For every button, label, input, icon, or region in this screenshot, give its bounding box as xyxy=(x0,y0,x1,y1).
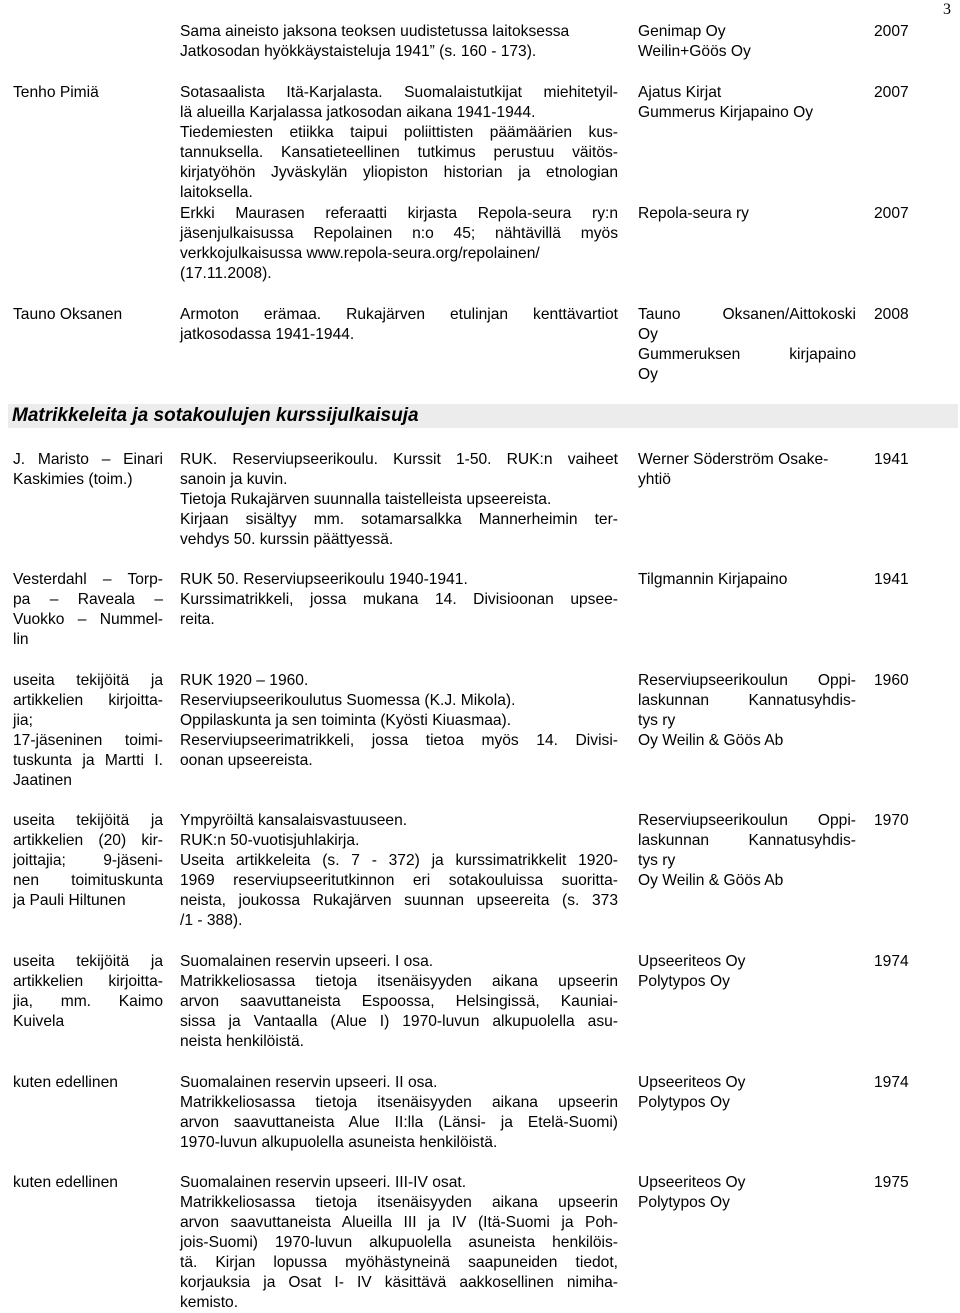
entry-year: 1941 xyxy=(874,451,909,468)
entry-description: Sotasaalista Itä-Karjalasta. Suomalaistutkijat miehitetyil- lä alueilla Karjalassa jatkosodan aikana 1941-1944. Tiedemiesten etiikka taipui poliittisten päämäärien kus- tannuksella. Kansatieteellinen tutkimus perustuu väitös- kirjatyöhön Jyväskylän yliopiston historian ja etnologian laitoksella. xyxy=(180,84,618,201)
entry-author: kuten edellinen xyxy=(13,1074,118,1091)
entry-publisher: Upseeriteos Oy Polytypos Oy xyxy=(638,953,746,990)
entry-description: Suomalainen reservin upseeri. II osa. Matrikkeliosassa tietoja itsenäisyyden aikana upseerin arvon saavuttaneista Alue II:lla (Länsi- ja Etelä-Suomi) 1970-luvun alkupuolella asuneista henkilöistä. xyxy=(180,1074,618,1151)
entry-description: RUK 50. Reserviupseerikoulu 1940-1941. Kurssimatrikkeli, jossa mukana 14. Divisioonan upsee- reita. xyxy=(180,571,618,628)
entry-author: useita tekijöitä ja artikkelien kirjoitta- jia; 17-jäseninen toimi- tuskunta ja Martti I. Jaatinen xyxy=(13,672,163,789)
entry-publisher: Tauno Oksanen/Aittokoski Oy Gummeruksen kirjapaino Oy xyxy=(638,306,856,383)
entry-year: 2007 xyxy=(874,205,909,222)
entry-author: Tenho Pimiä xyxy=(13,84,99,101)
entry-year: 2008 xyxy=(874,306,909,323)
entry-description: Sama aineisto jaksona teoksen uudistetussa laitoksessa Jatkosodan hyökkäystaisteluja 1941” (s. 160 - 173). xyxy=(180,23,570,60)
entry-author: useita tekijöitä ja artikkelien (20) kir- joittajia; 9-jäseni- nen toimituskunta ja Pauli Hiltunen xyxy=(13,812,163,909)
entry-description: Suomalainen reservin upseeri. III-IV osat. Matrikkeliosassa tietoja itsenäisyyden aikana upseerin arvon saavuttaneista Alueilla III ja IV (Itä-Suomi ja Poh- jois-Suomi) 1970-luvun alkupuolella asuneista henkilöis- tä. Kirjan lopussa myöhästyneinä saapuneiden tiedot, korjauksia ja Osat I- IV käsittävä aakkosellinen nimiha- kemisto. xyxy=(180,1174,618,1311)
entry-publisher: Genimap Oy Weilin+Göös Oy xyxy=(638,23,751,60)
entry-publisher: Ajatus Kirjat Gummerus Kirjapaino Oy xyxy=(638,84,814,121)
entry-year: 1975 xyxy=(874,1174,909,1191)
entry-year: 1960 xyxy=(874,672,909,689)
entry-description: Suomalainen reservin upseeri. I osa. Matrikkeliosassa tietoja itsenäisyyden aikana upseerin arvon saavuttaneista Espoossa, Helsingissä, Kauniai- sissa ja Vantaalla (Alue I) 1970-luvun alkupuolella asu- neista henkilöistä. xyxy=(180,953,618,1050)
entry-author: Vesterdahl – Torp- pa – Raveala – Vuokko – Nummel- lin xyxy=(13,571,163,648)
entry-author: kuten edellinen xyxy=(13,1174,118,1191)
section-heading: Matrikkeleita ja sotakoulujen kurssijulkaisuja xyxy=(8,404,958,428)
entry-publisher: Upseeriteos Oy Polytypos Oy xyxy=(638,1174,746,1211)
entry-publisher: Upseeriteos Oy Polytypos Oy xyxy=(638,1074,746,1111)
entry-description: RUK 1920 – 1960. Reserviupseerikoulutus Suomessa (K.J. Mikola). Oppilaskunta ja sen toiminta (Kyösti Kiuasmaa). Reserviupseerimatrikkeli, jossa tietoa myös 14. Divisi- oonan upseereista. xyxy=(180,672,618,769)
entry-author: Tauno Oksanen xyxy=(13,306,123,323)
entry-description: Erkki Maurasen referaatti kirjasta Repola-seura ry:n jäsenjulkaisussa Repolainen n:o 45; nähtävillä myös verkkojulkaisussa www.repola-seura.org/repolainen/ (17.11.2008). xyxy=(180,205,618,282)
entry-year: 2007 xyxy=(874,84,909,101)
entry-year: 2007 xyxy=(874,23,909,40)
entry-year: 1974 xyxy=(874,953,909,970)
entry-year: 1970 xyxy=(874,812,909,829)
entry-author: J. Maristo – Einari Kaskimies (toim.) xyxy=(13,451,163,488)
entry-description: Armoton erämaa. Rukajärven etulinjan kenttävartiot jatkosodassa 1941-1944. xyxy=(180,306,618,343)
entry-description: RUK. Reserviupseerikoulu. Kurssit 1-50. RUK:n vaiheet sanoin ja kuvin. Tietoja Rukajärven suunnalla taistelleista upseereista. Kirjaan sisältyy mm. sotamarsalkka Mannerheimin ter- vehdys 50. kurssin päättyessä. xyxy=(180,451,618,548)
entry-publisher: Reserviupseerikoulun Oppi- laskunnan Kannatusyhdis- tys ry Oy Weilin & Göös Ab xyxy=(638,672,856,749)
entry-publisher: Reserviupseerikoulun Oppi- laskunnan Kannatusyhdis- tys ry Oy Weilin & Göös Ab xyxy=(638,812,856,889)
entry-author: useita tekijöitä ja artikkelien kirjoitta- jia, mm. Kaimo Kuivela xyxy=(13,953,163,1030)
entry-year: 1974 xyxy=(874,1074,909,1091)
entry-year: 1941 xyxy=(874,571,909,588)
entry-description: Ympyröiltä kansalaisvastuuseen. RUK:n 50-vuotisjuhlakirja. Useita artikkeleita (s. 7 - 372) ja kurssimatrikkelit 1920- 1969 reserviupseeritutkinnon eri sotakouluissa suoritta- neista, joukossa Rukajärven suunnan upseereita (s. 373 /1 - 388). xyxy=(180,812,618,929)
page-number: 3 xyxy=(943,1,951,18)
entry-publisher: Werner Söderström Osake- yhtiö xyxy=(638,451,829,488)
entry-publisher: Tilgmannin Kirjapaino xyxy=(638,571,788,588)
entry-publisher: Repola-seura ry xyxy=(638,205,749,222)
